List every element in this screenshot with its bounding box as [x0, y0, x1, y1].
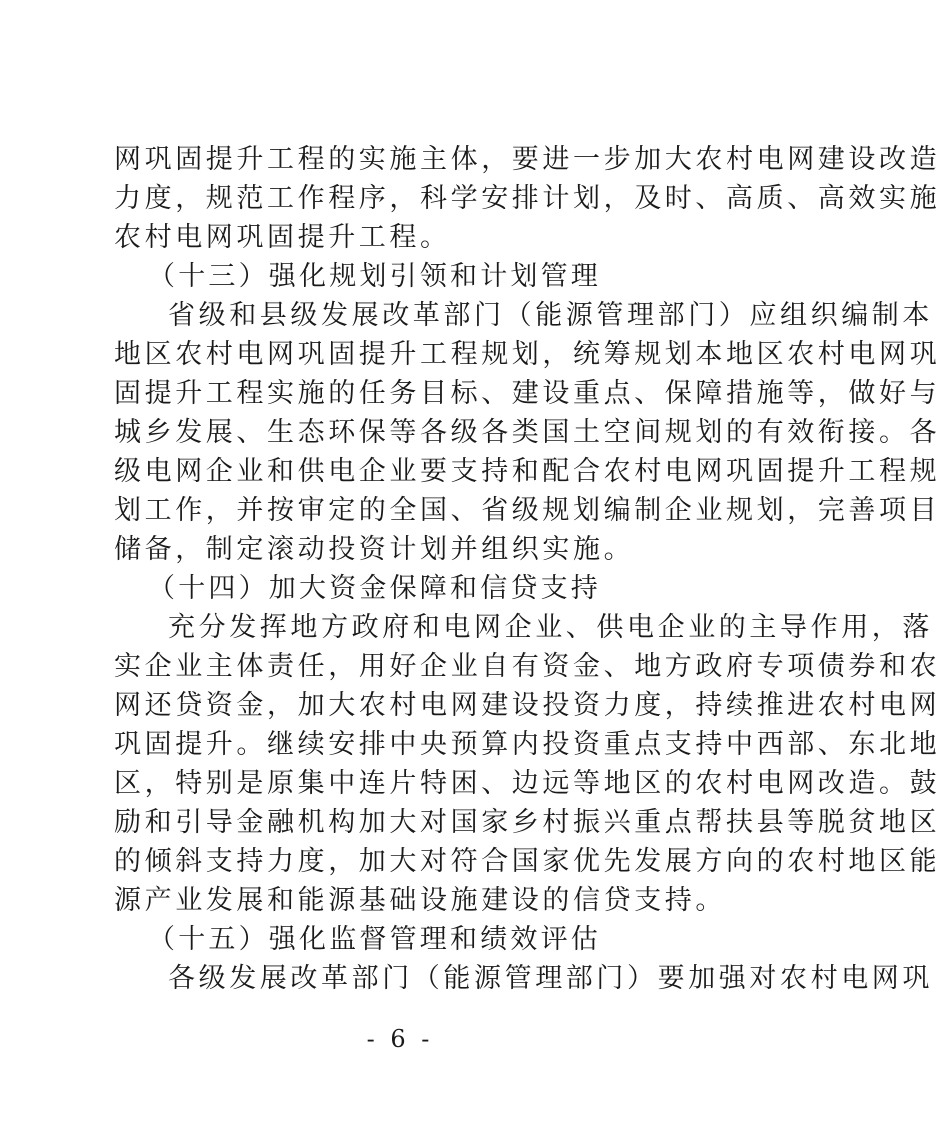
page-number: - 6 -	[366, 1025, 434, 1053]
body-text-line: 充分发挥地方政府和电网企业、供电企业的主导作用，落	[168, 612, 933, 643]
body-text-line: 固提升工程实施的任务目标、建设重点、保障措施等，做好与	[114, 378, 940, 409]
body-text-line: 省级和县级发展改革部门（能源管理部门）应组织编制本	[168, 300, 933, 331]
body-text-line: 网巩固提升工程的实施主体，要进一步加大农村电网建设改造	[114, 144, 940, 175]
body-text-line: 地区农村电网巩固提升工程规划，统筹规划本地区农村电网巩	[114, 339, 940, 370]
section-heading-13: （十三）强化规划引领和计划管理	[148, 261, 601, 292]
body-text-line: 城乡发展、生态环保等各级各类国土空间规划的有效衔接。各	[114, 417, 940, 448]
body-text-line: 区，特别是原集中连片特困、边远等地区的农村电网改造。鼓	[114, 768, 940, 799]
body-text-line: 力度，规范工作程序，科学安排计划，及时、高质、高效实施	[114, 183, 940, 214]
body-text-line: 巩固提升。继续安排中央预算内投资重点支持中西部、东北地	[114, 729, 940, 760]
body-text-line: 源产业发展和能源基础设施建设的信贷支持。	[114, 885, 726, 916]
body-text-line: 农村电网巩固提升工程。	[114, 222, 451, 253]
body-text-line: 划工作，并按审定的全国、省级规划编制企业规划，完善项目	[114, 495, 940, 526]
body-text-line: 储备，制定滚动投资计划并组织实施。	[114, 534, 635, 565]
body-text-line: 的倾斜支持力度，加大对符合国家优先发展方向的农村地区能	[114, 846, 940, 877]
body-text-line: 级电网企业和供电企业要支持和配合农村电网巩固提升工程规	[114, 456, 940, 487]
body-text-line: 实企业主体责任，用好企业自有资金、地方政府专项债券和农	[114, 651, 940, 682]
section-heading-14: （十四）加大资金保障和信贷支持	[148, 573, 601, 604]
body-text-line: 各级发展改革部门（能源管理部门）要加强对农村电网巩	[168, 963, 933, 994]
body-text-line: 网还贷资金，加大农村电网建设投资力度，持续推进农村电网	[114, 690, 940, 721]
section-heading-15: （十五）强化监督管理和绩效评估	[148, 924, 601, 955]
body-text-line: 励和引导金融机构加大对国家乡村振兴重点帮扶县等脱贫地区	[114, 807, 940, 838]
